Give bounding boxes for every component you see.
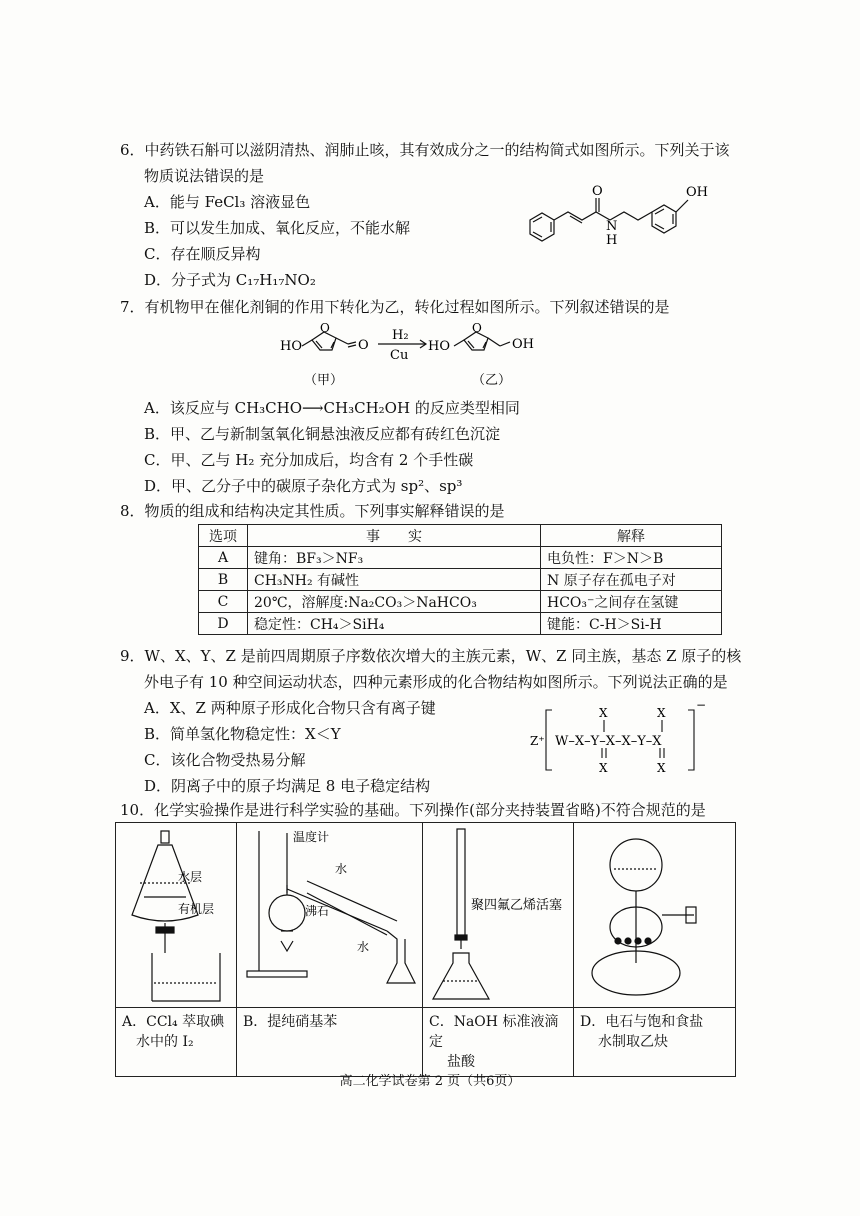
titration-diagram [423,823,573,1003]
q7-left-ring-o: O [320,322,330,335]
q9-x-bottom-right: X [657,761,666,775]
q10-caption-c-line2: 盐酸 [447,1054,475,1070]
q6-oxygen-label: O [592,184,603,199]
q8-header-explanation: 解释 [541,525,722,547]
q10-figure-d [574,823,736,1008]
distillation-diagram [237,823,422,1003]
q10-caption-d [574,1008,736,1077]
table-row [199,547,722,569]
q8-header-fact: 事 实 [248,525,541,547]
q9-anion-charge: − [696,700,707,712]
q7-left-carbonyl-o: O [358,338,369,353]
page-footer: 高二化学试卷第 2 页（共6页） [339,1074,521,1089]
q7-option-b: B．甲、乙与新制氢氧化铜悬浊液反应都有砖红色沉淀 [144,425,501,443]
table-row [199,591,722,613]
q8-table [198,524,722,635]
q9-stem-line1: 9．W、X、Y、Z 是前四周期原子序数依次增大的主族元素，W、Z 同主族，基态 Z 原子的核 [120,647,742,665]
table-row [199,613,722,635]
q9-x-top-right: X [657,706,666,720]
q9-option-a: A．X、Z 两种原子形成化合物只含有离子键 [144,699,436,717]
q10-figure-c [423,823,574,1008]
q9-option-b: B．简单氢化物稳定性：X＜Y [144,725,341,743]
q10-caption-a-line1: A．CCl₄ 萃取碘 [122,1014,225,1030]
q10c-ptfe-stopcock: 聚四氟乙烯活塞 [471,898,563,913]
q6-option-d: D．分子式为 C₁₇H₁₇NO₂ [144,271,316,289]
q7-left-ho: HO [280,339,302,354]
q9-structure-diagram [528,700,718,780]
q8-row-c-option: C [199,591,248,613]
q9-anion-chain: W–X–Y–X–X–Y–X [555,734,662,749]
q10-figure-b [237,823,423,1008]
q10-caption-b-line1: B．提纯硝基苯 [243,1014,338,1030]
q7-reagent-h2: H₂ [392,328,409,343]
q8-row-a-option: A [199,547,248,569]
q8-stem: 8．物质的组成和结构决定其性质。下列事实解释错误的是 [120,502,505,520]
separatory-funnel-diagram [116,823,236,1003]
q6-hydroxyl-label: OH [686,185,708,200]
q10-caption-a [116,1008,237,1077]
q7-stem: 7．有机物甲在催化剂铜的作用下转化为乙，转化过程如图所示。下列叙述错误的是 [120,298,670,316]
q10-caption-b [237,1008,423,1077]
q7-option-a: A．该反应与 CH₃CHO⟶CH₃CH₂OH 的反应类型相同 [144,399,520,417]
q9-cation: Z⁺ [530,734,545,748]
q7-label-jia: （甲） [304,373,344,388]
q6-stem-line2: 物质说法错误的是 [144,167,265,185]
q9-x-top-left: X [599,706,608,720]
q9-x-bottom-left: X [599,761,608,775]
q6-option-c: C．存在顺反异构 [144,245,261,263]
q6-option-b: B．可以发生加成、氧化反应，不能水解 [144,219,411,237]
table-row [199,569,722,591]
q10-caption-c-line1: C．NaOH 标准液滴定 [429,1014,559,1050]
q8-row-c-fact: 20℃，溶解度:Na₂CO₃＞NaHCO₃ [248,591,541,613]
q7-right-ho: HO [428,339,450,354]
q10-stem: 10．化学实验操作是进行科学实验的基础。下列操作(部分夹持装置省略)不符合规范的是 [120,801,706,819]
q8-header-option: 选项 [199,525,248,547]
q8-row-d-option: D [199,613,248,635]
q8-row-b-fact: CH₃NH₂ 有碱性 [248,569,541,591]
q8-row-d-explanation: 键能：C-H＞Si-H [541,613,722,635]
q7-right-ring-o: O [472,322,482,335]
q10b-thermometer: 温度计 [293,830,330,844]
q10-caption-a-line2: 水中的 I₂ [136,1034,194,1050]
q7-option-d: D．甲、乙分子中的碳原子杂化方式为 sp²、sp³ [144,477,463,495]
kipp-generator-diagram [574,823,735,1003]
q10-caption-d-line1: D．电石与饱和食盐 [580,1014,704,1030]
q6-option-a: A．能与 FeCl₃ 溶液显色 [144,193,311,211]
q8-row-a-explanation: 电负性：F＞N＞B [541,547,722,569]
q7-right-oh: OH [512,337,534,352]
q10-caption-c [423,1008,574,1077]
q10b-water-inlet: 水 [357,940,370,954]
q6-structure-diagram [500,178,730,256]
q10b-boiling-stone: 沸石 [305,904,330,918]
q6-nitrogen-label: N [606,219,618,234]
q8-table-header [199,525,722,547]
q8-row-b-explanation: N 原子存在孤电子对 [541,569,722,591]
q10-figure-table [115,822,736,1077]
q6-hydrogen-label: H [606,233,618,248]
q9-option-c: C．该化合物受热易分解 [144,751,306,769]
q8-row-b-option: B [199,569,248,591]
q8-row-c-explanation: HCO₃⁻之间存在氢键 [541,591,722,613]
q6-stem-line1: 6．中药铁石斛可以滋阴清热、润肺止咳，其有效成分之一的结构简式如图所示。下列关于该 [120,141,730,159]
q8-row-d-fact: 稳定性：CH₄＞SiH₄ [248,613,541,635]
q9-option-d: D．阴离子中的原子均满足 8 电子稳定结构 [144,777,431,795]
q10a-organic-layer: 有机层 [178,902,215,916]
q7-option-c: C．甲、乙与 H₂ 充分加成后，均含有 2 个手性碳 [144,451,474,469]
q7-label-yi: （乙） [472,373,512,388]
q7-reagent-cu: Cu [390,348,409,363]
q10a-water-layer: 水层 [178,870,203,884]
q9-stem-line2: 外电子有 10 种空间运动状态，四种元素形成的化合物结构如图所示。下列说法正确的是 [144,673,728,691]
q10-figure-a [116,823,237,1008]
q10-caption-d-line2: 水制取乙炔 [598,1034,668,1050]
q7-reaction-scheme [276,322,576,394]
q8-row-a-fact: 键角：BF₃＞NF₃ [248,547,541,569]
q10b-water-outlet: 水 [335,862,348,876]
